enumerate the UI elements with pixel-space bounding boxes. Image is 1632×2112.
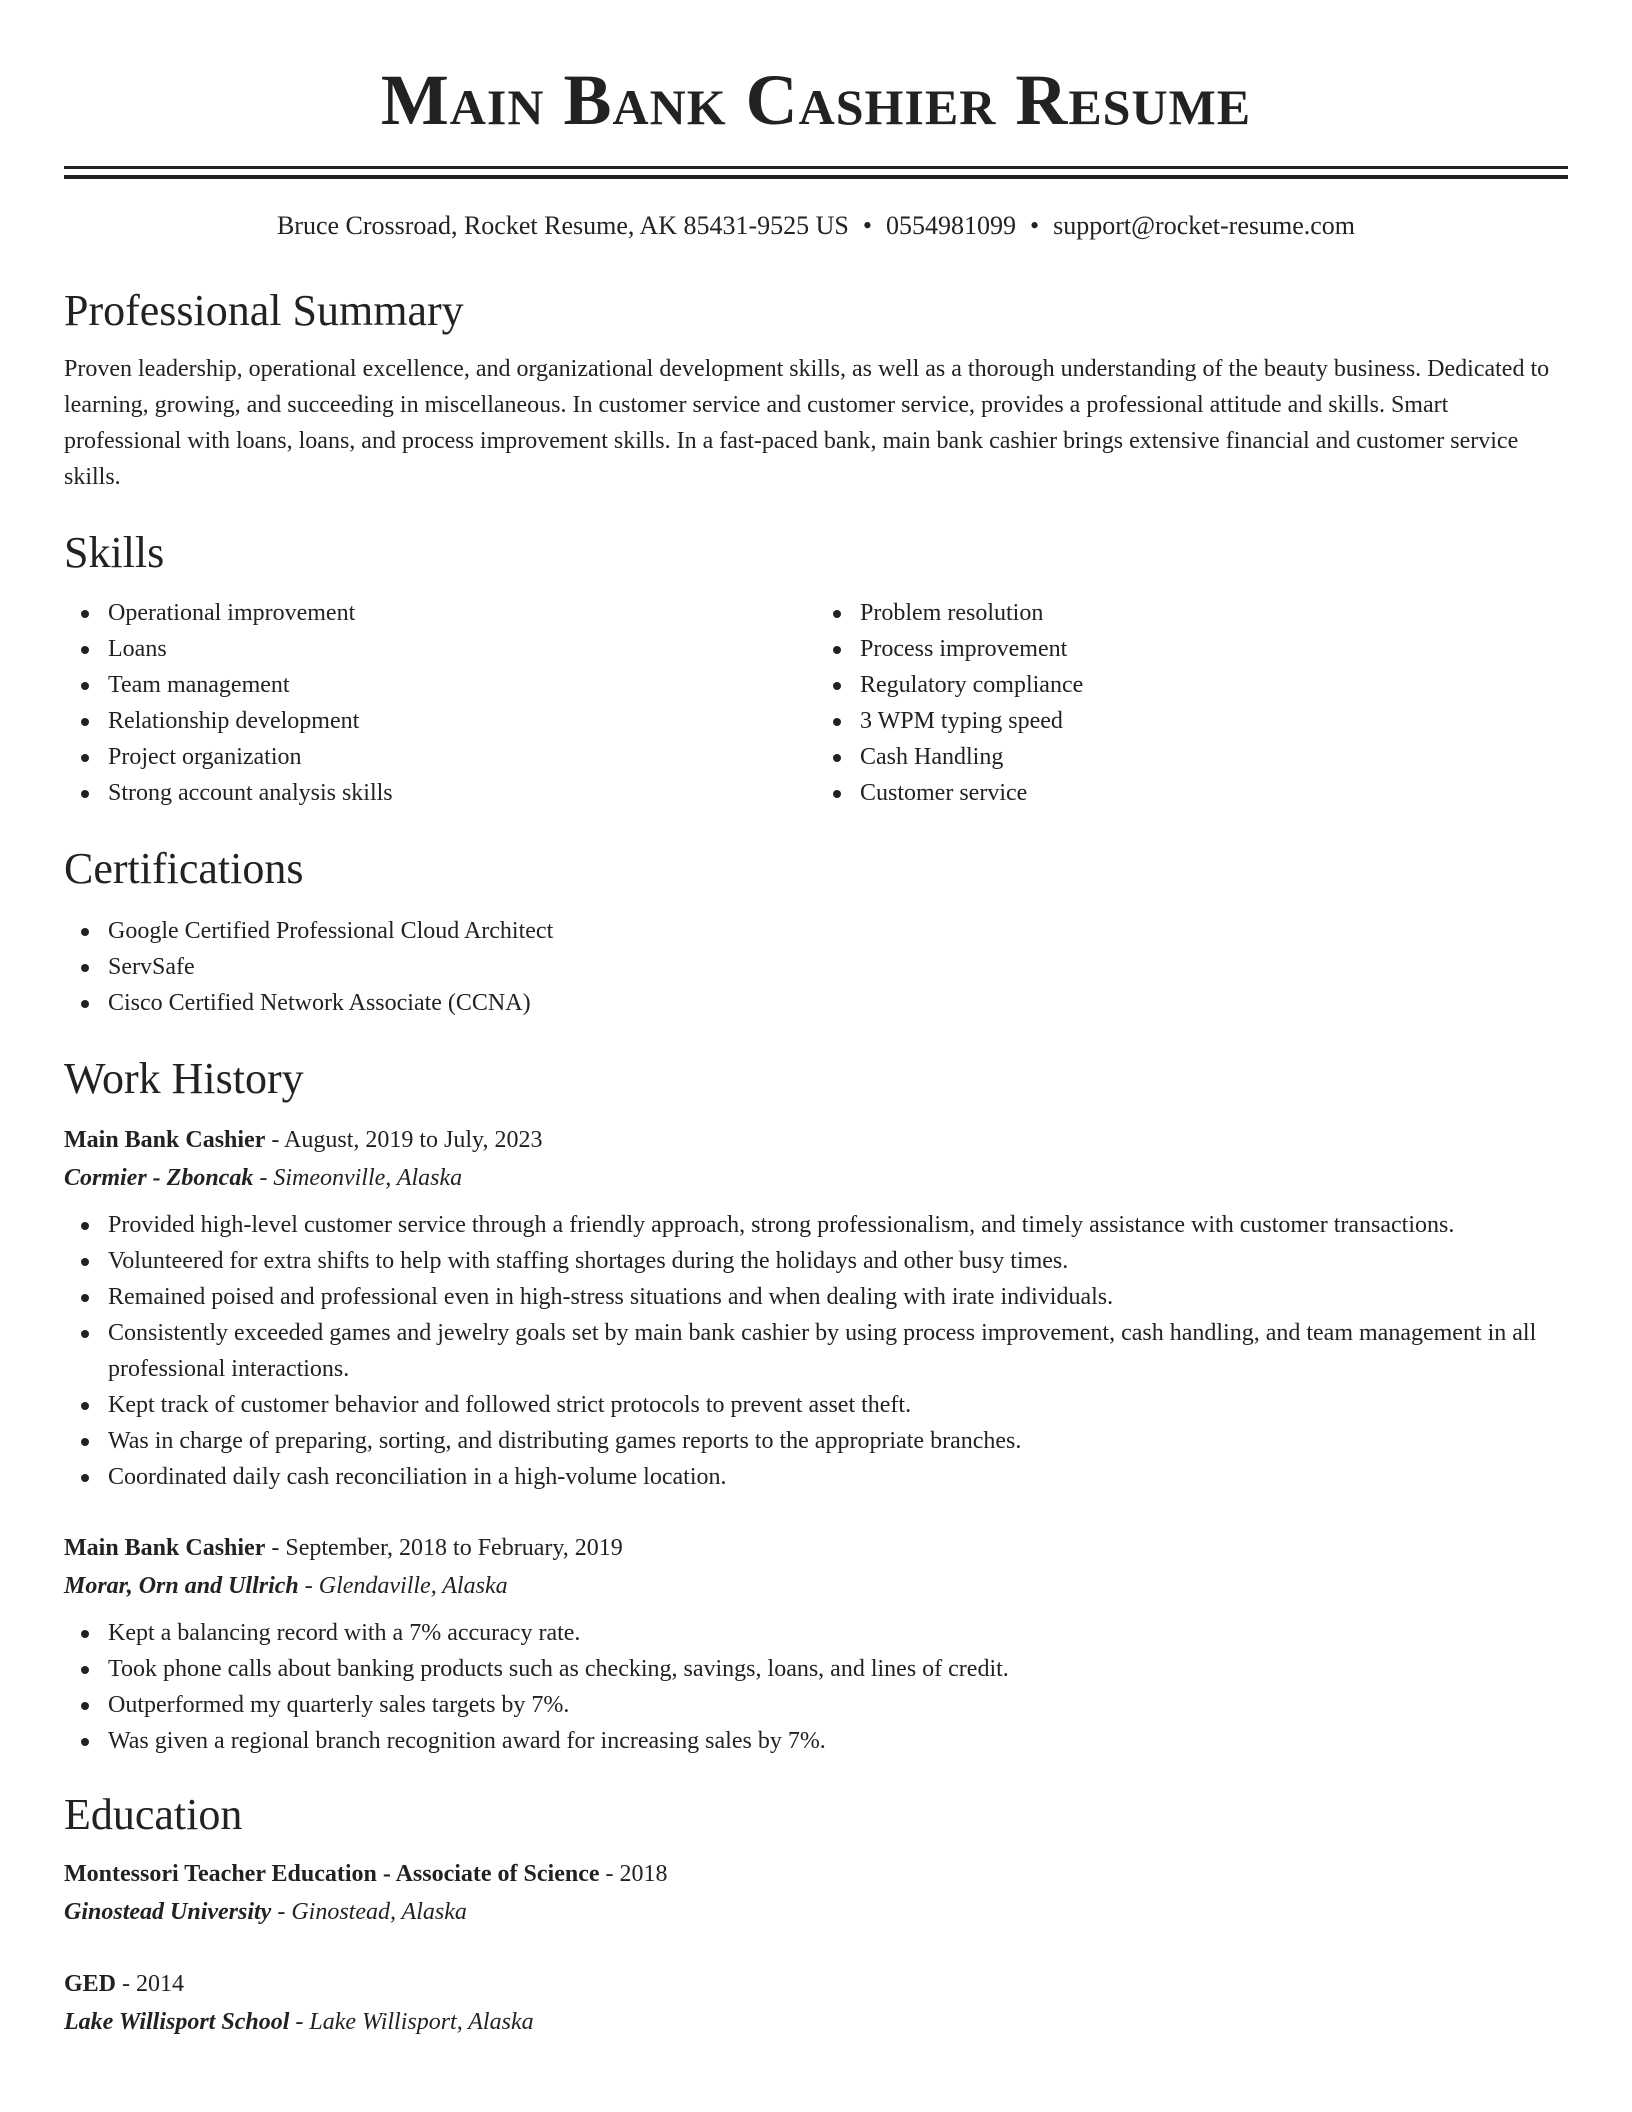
job-duty-item: Outperformed my quarterly sales targets by 7%.	[108, 1687, 1568, 1723]
work-history-heading: Work History	[64, 1054, 304, 1103]
bullet-icon	[81, 928, 89, 936]
skill-item: Cash Handling	[860, 739, 1568, 775]
education-degree: Montessori Teacher Education - Associate of Science	[64, 1861, 600, 1887]
bullet-icon	[833, 790, 841, 798]
job-duties-list	[64, 1207, 1568, 1495]
job-duty-item: Kept a balancing record with a 7% accuracy rate.	[108, 1615, 1568, 1651]
education-school: Lake Willisport School	[64, 2009, 290, 2035]
skills-columns	[64, 595, 1568, 811]
certification-item: Google Certified Professional Cloud Architect	[108, 913, 1568, 949]
skill-item: Loans	[108, 631, 816, 667]
bullet-icon	[81, 1630, 89, 1638]
job-company: Morar, Orn and Ullrich	[64, 1573, 299, 1599]
resume-title: Main Bank Cashier Resume	[380, 60, 1252, 140]
work-history-section	[64, 1051, 1568, 1759]
skills-list-left	[64, 595, 816, 811]
bullet-icon	[81, 1738, 89, 1746]
skills-list-right	[816, 595, 1568, 811]
education-entry	[64, 1855, 1568, 1931]
job-dates: - September, 2018 to February, 2019	[265, 1535, 623, 1561]
education-institution	[64, 1893, 1568, 1931]
education-header	[64, 1965, 1568, 2003]
contact-separator: •	[1030, 211, 1040, 240]
job-employer	[64, 1159, 1568, 1197]
job-header	[64, 1529, 1568, 1567]
job-title: Main Bank Cashier	[64, 1535, 266, 1561]
resume-page	[64, 0, 1568, 2041]
job-duty-item: Was in charge of preparing, sorting, and distributing games reports to the appropriate branches.	[108, 1423, 1568, 1459]
skills-heading: Skills	[64, 528, 165, 577]
job-title: Main Bank Cashier	[64, 1127, 266, 1153]
education-location: - Lake Willisport, Alaska	[289, 2009, 534, 2035]
bullet-icon	[81, 1330, 89, 1338]
bullet-icon	[81, 754, 89, 762]
skill-item: Team management	[108, 667, 816, 703]
bullet-icon	[81, 718, 89, 726]
bullet-icon	[81, 1294, 89, 1302]
certifications-list	[64, 913, 1568, 1021]
skill-item: Project organization	[108, 739, 816, 775]
job-location: - Glendaville, Alaska	[298, 1573, 508, 1599]
skill-item: Operational improvement	[108, 595, 816, 631]
job-dates: - August, 2019 to July, 2023	[265, 1127, 543, 1153]
job-duty-item: Kept track of customer behavior and followed strict protocols to prevent asset theft.	[108, 1387, 1568, 1423]
bullet-icon	[833, 682, 841, 690]
bullet-icon	[833, 718, 841, 726]
summary-text: Proven leadership, operational excellence, and organizational development skills, as well as a thorough understanding of the beauty business. Dedicated to learning, growing, and succeeding in miscellaneous. In customer service and customer service, provides a professional attitude and skills. Smart professional with loans, loans, and process improvement skills. In a fast-paced bank, main bank cashier brings extensive financial and customer service skills.	[64, 356, 1550, 490]
job-entry	[64, 1529, 1568, 1759]
skill-item: Problem resolution	[860, 595, 1568, 631]
contact-email: support@rocket-resume.com	[1053, 211, 1356, 240]
education-section	[64, 1787, 1568, 2041]
skill-item: Customer service	[860, 775, 1568, 811]
bullet-icon	[81, 1438, 89, 1446]
bullet-icon	[833, 646, 841, 654]
education-year: - 2014	[116, 1971, 185, 1997]
bullet-icon	[81, 682, 89, 690]
title-double-rule	[64, 166, 1568, 179]
contact-separator: •	[862, 211, 872, 240]
education-entry	[64, 1965, 1568, 2041]
skill-item: Relationship development	[108, 703, 816, 739]
bullet-icon	[833, 754, 841, 762]
education-heading: Education	[64, 1790, 243, 1839]
skills-section	[64, 525, 1568, 811]
bullet-icon	[833, 610, 841, 618]
skill-item: Strong account analysis skills	[108, 775, 816, 811]
certification-item: ServSafe	[108, 949, 1568, 985]
certifications-heading: Certifications	[64, 844, 304, 893]
bullet-icon	[81, 1258, 89, 1266]
job-duty-item: Consistently exceeded games and jewelry goals set by main bank cashier by using process improvement, cash handling, and team management in all professional interactions.	[108, 1315, 1568, 1387]
job-duty-item: Volunteered for extra shifts to help with staffing shortages during the holidays and other busy times.	[108, 1243, 1568, 1279]
job-header	[64, 1121, 1568, 1159]
job-location: - Simeonville, Alaska	[253, 1165, 463, 1191]
skill-item: Regulatory compliance	[860, 667, 1568, 703]
job-duty-item: Remained poised and professional even in high-stress situations and when dealing with irate individuals.	[108, 1279, 1568, 1315]
education-degree: GED	[64, 1971, 117, 1997]
bullet-icon	[81, 964, 89, 972]
job-duties-list	[64, 1615, 1568, 1759]
certification-item: Cisco Certified Network Associate (CCNA)	[108, 985, 1568, 1021]
bullet-icon	[81, 790, 89, 798]
bullet-icon	[81, 646, 89, 654]
education-school: Ginostead University	[64, 1899, 272, 1925]
certifications-section	[64, 841, 1568, 1021]
job-duty-item: Provided high-level customer service through a friendly approach, strong professionalism, and timely assistance with customer transactions.	[108, 1207, 1568, 1243]
job-employer	[64, 1567, 1568, 1605]
education-location: - Ginostead, Alaska	[271, 1899, 467, 1925]
bullet-icon	[81, 1402, 89, 1410]
bullet-icon	[81, 1000, 89, 1008]
job-duty-item: Coordinated daily cash reconciliation in a high-volume location.	[108, 1459, 1568, 1495]
bullet-icon	[81, 1474, 89, 1482]
contact-phone: 0554981099	[886, 211, 1016, 240]
bullet-icon	[81, 1702, 89, 1710]
education-year: - 2018	[599, 1861, 668, 1887]
job-entry	[64, 1121, 1568, 1495]
contact-line	[64, 209, 1568, 243]
skill-item: 3 WPM typing speed	[860, 703, 1568, 739]
bullet-icon	[81, 1666, 89, 1674]
contact-address: Bruce Crossroad, Rocket Resume, AK 85431-9525 US	[276, 211, 849, 240]
job-duty-item: Took phone calls about banking products such as checking, savings, loans, and lines of credit.	[108, 1651, 1568, 1687]
skill-item: Process improvement	[860, 631, 1568, 667]
job-company: Cormier - Zboncak	[64, 1165, 254, 1191]
bullet-icon	[81, 610, 89, 618]
bullet-icon	[81, 1222, 89, 1230]
summary-heading: Professional Summary	[64, 286, 464, 335]
education-institution	[64, 2003, 1568, 2041]
job-duty-item: Was given a regional branch recognition award for increasing sales by 7%.	[108, 1723, 1568, 1759]
summary-section	[64, 283, 1568, 495]
education-header	[64, 1855, 1568, 1893]
